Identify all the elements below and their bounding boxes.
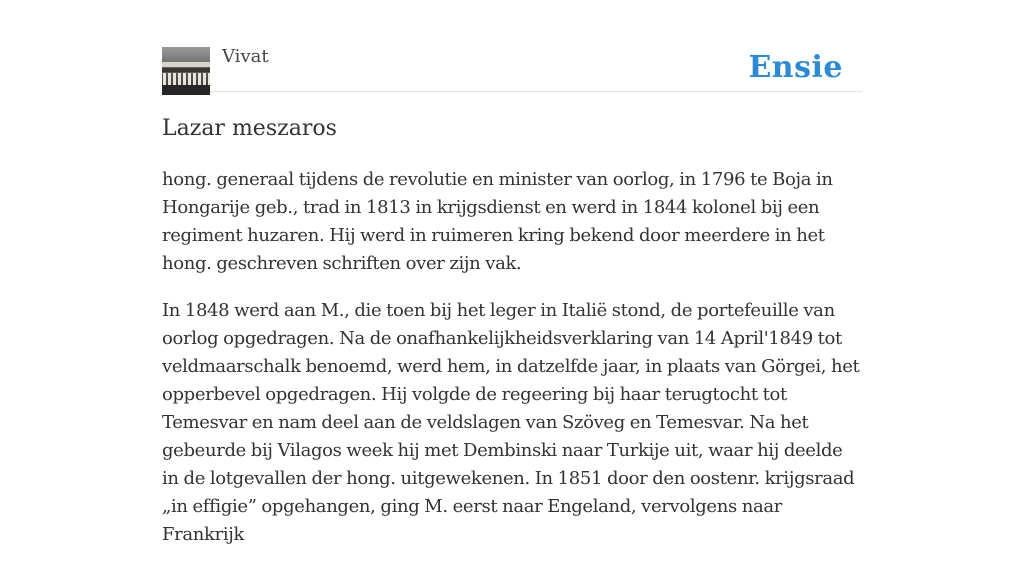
header: [162, 0, 862, 92]
site-logo[interactable]: Ensie: [748, 50, 843, 85]
author-name[interactable]: Vivat: [222, 46, 269, 67]
page: [162, 0, 862, 545]
paragraph: hong. generaal tijdens de revolutie en minister van oorlog, in 1796 te Boja in Hongarije geb., trad in 1813 in krijgsdienst en werd in 1844 kolonel bij een regiment huzaren. Hij werd in ruimeren kring bekend door meerdere in het hong. geschreven schriften over zijn vak.: [162, 169, 833, 274]
paragraph: In 1848 werd aan M., die toen bij het leger in Italië stond, de portefeuille van oorlog opgedragen. Na de onafhankelijkheidsverklaring van 14 April'1849 tot veldmaarschalk benoemd, werd hem, in datzelfde jaar, in plaats van Görgei, het opperbevel opgedragen. Hij volgde de regeering bij haar terugtocht tot Temesvar en nam deel aan de veldslagen van Szöveg en Temesvar. Na het gebeurde bij Vilagos week hij met Dembinski naar Turkije uit, waar hij deelde in de lotgevallen der hong. uitgewekenen. In 1851 door den oostenr. krijgsraad „in effigie” opgehangen, ging M. eerst naar Engeland, vervolgens naar Frankrijk: [162, 300, 860, 545]
article-body: [162, 166, 862, 568]
article-title: Lazar meszaros: [162, 116, 337, 141]
author-avatar[interactable]: [162, 47, 210, 95]
typewriter-keys-icon: [162, 47, 210, 95]
